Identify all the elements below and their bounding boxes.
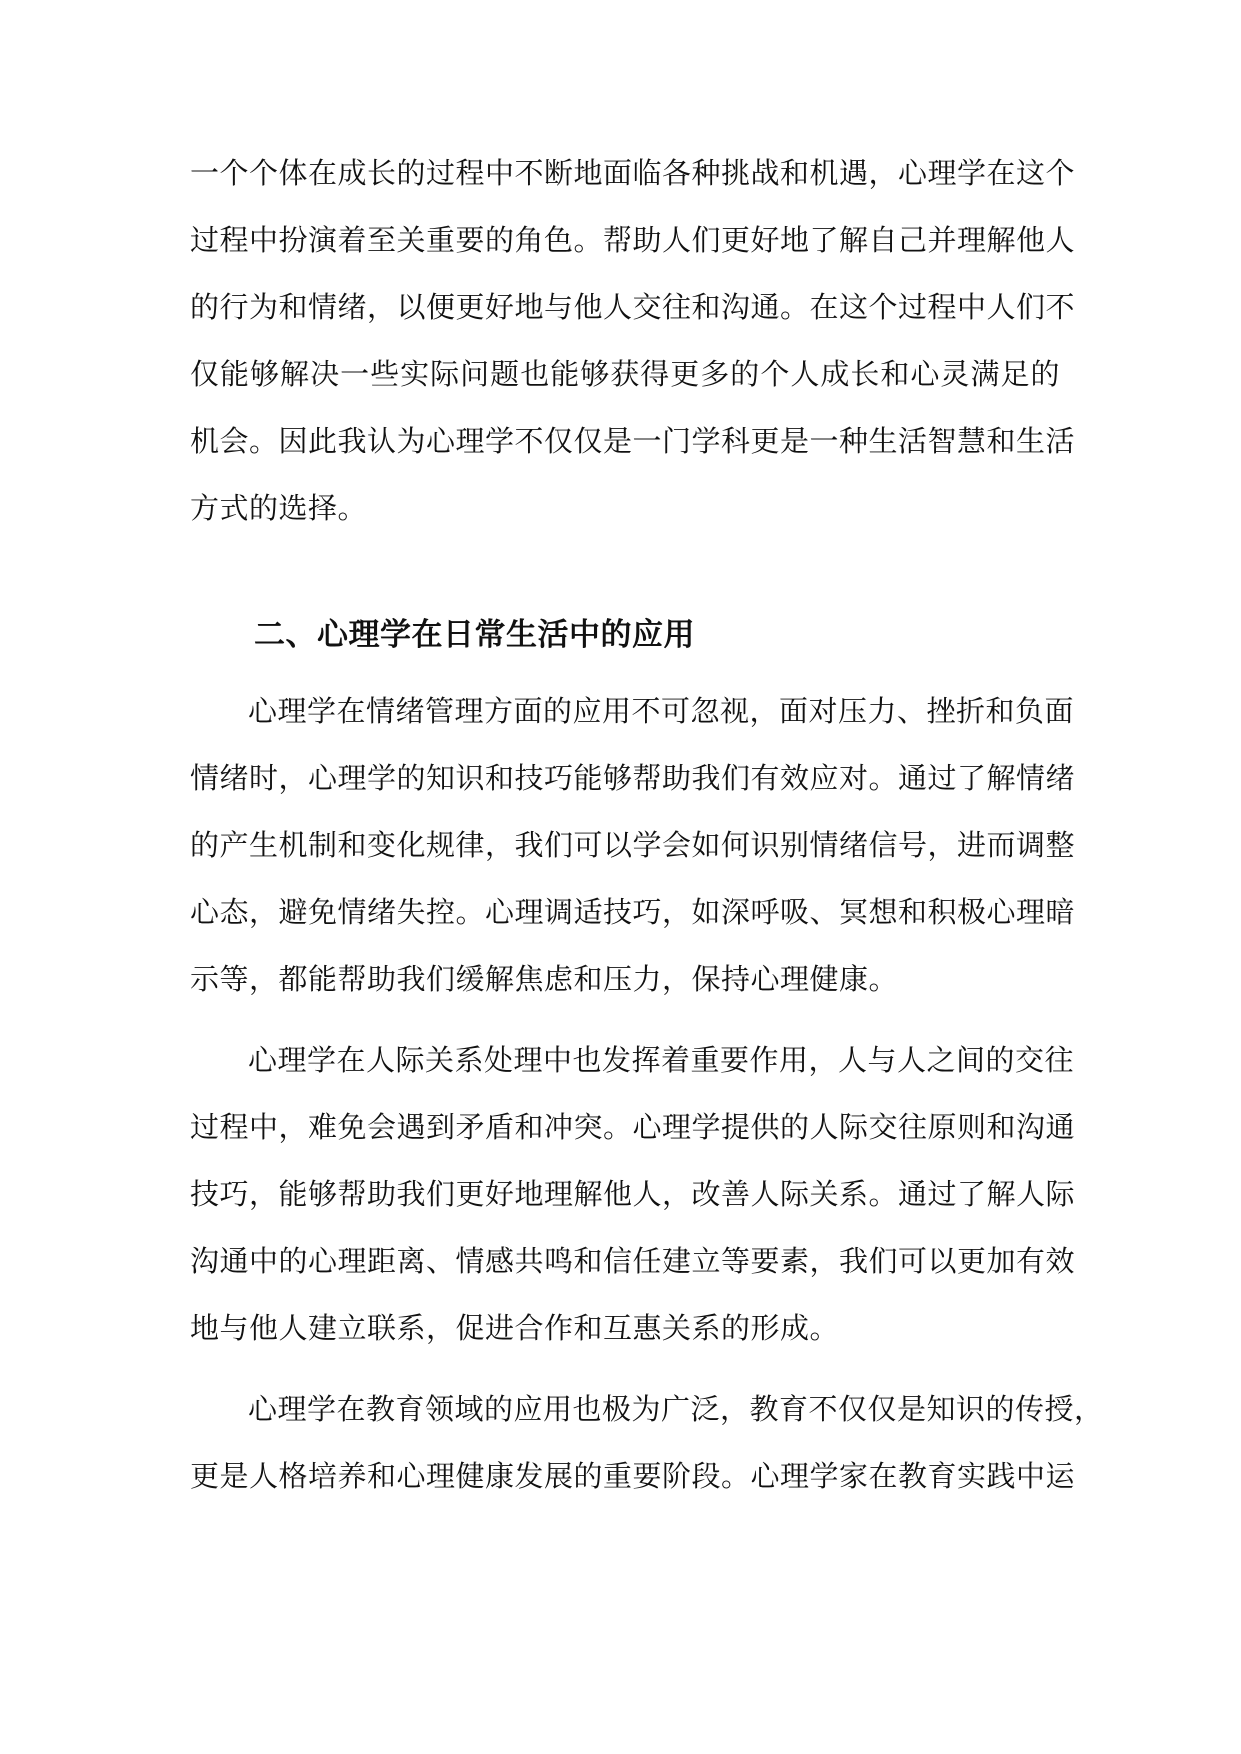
emotion-paragraph: [190, 678, 1076, 1013]
paragraph-line: 技巧，能够帮助我们更好地理解他人，改善人际关系。通过了解人际: [190, 1177, 1076, 1211]
paragraph-line: 过程中扮演着至关重要的角色。帮助人们更好地了解自己并理解他人: [190, 223, 1076, 257]
paragraph-line: 心态，避免情绪失控。心理调适技巧，如深呼吸、冥想和积极心理暗: [190, 895, 1076, 929]
paragraph-line: 机会。因此我认为心理学不仅仅是一门学科更是一种生活智慧和生活: [190, 424, 1076, 458]
paragraph-line: 沟通中的心理距离、情感共鸣和信任建立等要素，我们可以更加有效: [190, 1244, 1076, 1278]
paragraph-line: 示等，都能帮助我们缓解焦虑和压力，保持心理健康。: [190, 962, 899, 996]
paragraph-line: 的产生机制和变化规律，我们可以学会如何识别情绪信号，进而调整: [190, 828, 1076, 862]
paragraph-line: 心理学在情绪管理方面的应用不可忽视，面对压力、挫折和负面: [248, 694, 1075, 728]
section-heading: 二、心理学在日常生活中的应用: [254, 617, 695, 653]
paragraph-line: 情绪时，心理学的知识和技巧能够帮助我们有效应对。通过了解情绪: [190, 761, 1076, 795]
paragraph-line: 心理学在教育领域的应用也极为广泛，教育不仅仅是知识的传授，: [248, 1392, 1104, 1426]
education-paragraph: [190, 1376, 1104, 1510]
paragraph-line: 心理学在人际关系处理中也发挥着重要作用，人与人之间的交往: [248, 1043, 1075, 1077]
relationship-paragraph: [190, 1027, 1076, 1362]
paragraph-line: 过程中，难免会遇到矛盾和冲突。心理学提供的人际交往原则和沟通: [190, 1110, 1076, 1144]
paragraph-line: 更是人格培养和心理健康发展的重要阶段。心理学家在教育实践中运: [190, 1459, 1076, 1493]
paragraph-line: 地与他人建立联系，促进合作和互惠关系的形成。: [190, 1311, 840, 1345]
paragraph-line: 的行为和情绪，以便更好地与他人交往和沟通。在这个过程中人们不: [190, 290, 1076, 324]
paragraph-line: 仅能够解决一些实际问题也能够获得更多的个人成长和心灵满足的: [190, 357, 1060, 391]
document-body: [190, 140, 1104, 1510]
intro-paragraph: [190, 140, 1076, 542]
paragraph-line: 方式的选择。: [190, 491, 368, 525]
paragraph-line: 一个个体在成长的过程中不断地面临各种挑战和机遇，心理学在这个: [190, 156, 1076, 190]
